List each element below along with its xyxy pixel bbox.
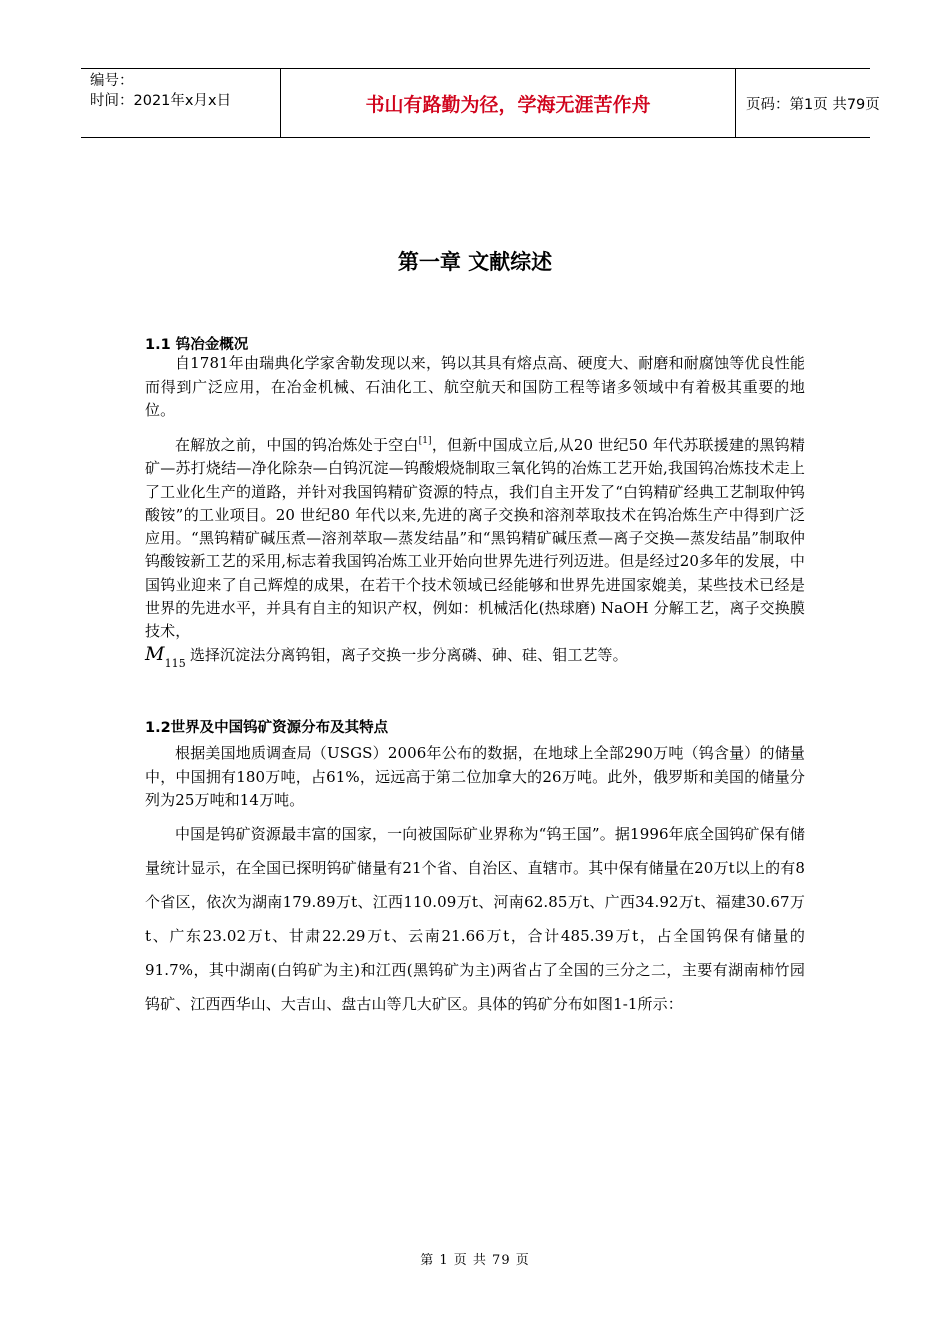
paragraph-text: ，但新中国成立后,从20 世纪50 年代苏联援建的黑钨精矿—苏打烧结—净化除杂—白钨沉淀—钨酸煅烧制取三氧化钨的冶炼工艺开始,我国钨冶炼技术走上了工业化生产的道路，并针对我国钨精矿资源的特点，我们自主开发了“白钨精矿经典工艺制取仲钨酸铵”的工业项目。20 世纪80 年代以来,先进的离子交换和溶剂萃取技术在钨冶炼生产中得到广泛应用。“黑钨精矿碱压煮—溶剂萃取—蒸发结晶”和“黑钨精矿碱压煮—离子交换—蒸发结晶”制取仲钨酸铵新工艺的采用,标志着我国钨冶炼工业开始向世界先进行列迈进。但是经过20多年的发展，中国钨业迎来了自己辉煌的成果，在若干个技术领域已经能够和世界先进国家媲美，某些技术已经是世界的先进水平，并具有自主的知识产权，例如：机械活化(热球磨) NaOH 分解工艺，离子交换膜技术， (145, 436, 805, 641)
section-heading-1-1: 1.1 钨冶金概况 (145, 337, 249, 353)
paragraph: 根据美国地质调查局（USGS）2006年公布的数据，在地球上全部290万吨（钨含量）的储量中，中国拥有180万吨，占61%，远远高于第二位加拿大的26万吨。此外，俄罗斯和美国的储量分列为25万吨和14万吨。 (145, 744, 805, 809)
math-variable: M (145, 642, 165, 665)
paragraph: 中国是钨矿资源最丰富的国家，一向被国际矿业界称为“钨王国”。据1996年底全国钨矿保有储量统计显示，在全国已探明钨矿储量有21个省、自治区、直辖市。其中保有储量在20万t以上的有8个省区，依次为湖南179.89万t、江西110.09万t、河南62.85万t、广西34.92万t、福建30.67万t、广东23.02万t、甘肃22.29万t、云南21.66万t，合计485.39万t，占全国钨保有储量的91.7%，其中湖南(白钨矿为主)和江西(黑钨矿为主)两省占了全国的三分之二，主要有湖南柿竹园钨矿、江西西华山、大吉山、盘古山等几大矿区。具体的钨矿分布如图1-1所示： (145, 825, 805, 1013)
header-meta-cell (81, 69, 281, 137)
document-date: 时间：2021年x月x日 (90, 93, 232, 109)
header-page-info: 页码：第1页 共79页 (746, 96, 880, 113)
paragraph-text: 选择沉淀法分离钨钼，离子交换一步分离磷、砷、硅、钼工艺等。 (189, 645, 628, 664)
math-subscript: 115 (164, 656, 186, 670)
chapter-title: 第一章 文献综述 (397, 250, 553, 274)
header-motto: 书山有路勤为径，学海无涯苦作舟 (281, 69, 736, 137)
paragraph-text: 在解放之前，中国的钨冶炼处于空白 (175, 436, 419, 454)
page-header (81, 68, 880, 138)
paragraph (145, 430, 805, 675)
page-footer: 第 1 页 共 79 页 (420, 1253, 530, 1268)
section-heading-1-2: 1.2世界及中国钨矿资源分布及其特点 (145, 720, 389, 736)
citation-reference: [1] (418, 436, 432, 446)
paragraph: 自1781年由瑞典化学家舍勒发现以来，钨以其具有熔点高、硬度大、耐磨和耐腐蚀等优良性能而得到广泛应用，在冶金机械、石油化工、航空航天和国防工程等诸多领域中有着极其重要的地位。 (145, 354, 805, 419)
document-number-label: 编号： (90, 73, 134, 89)
